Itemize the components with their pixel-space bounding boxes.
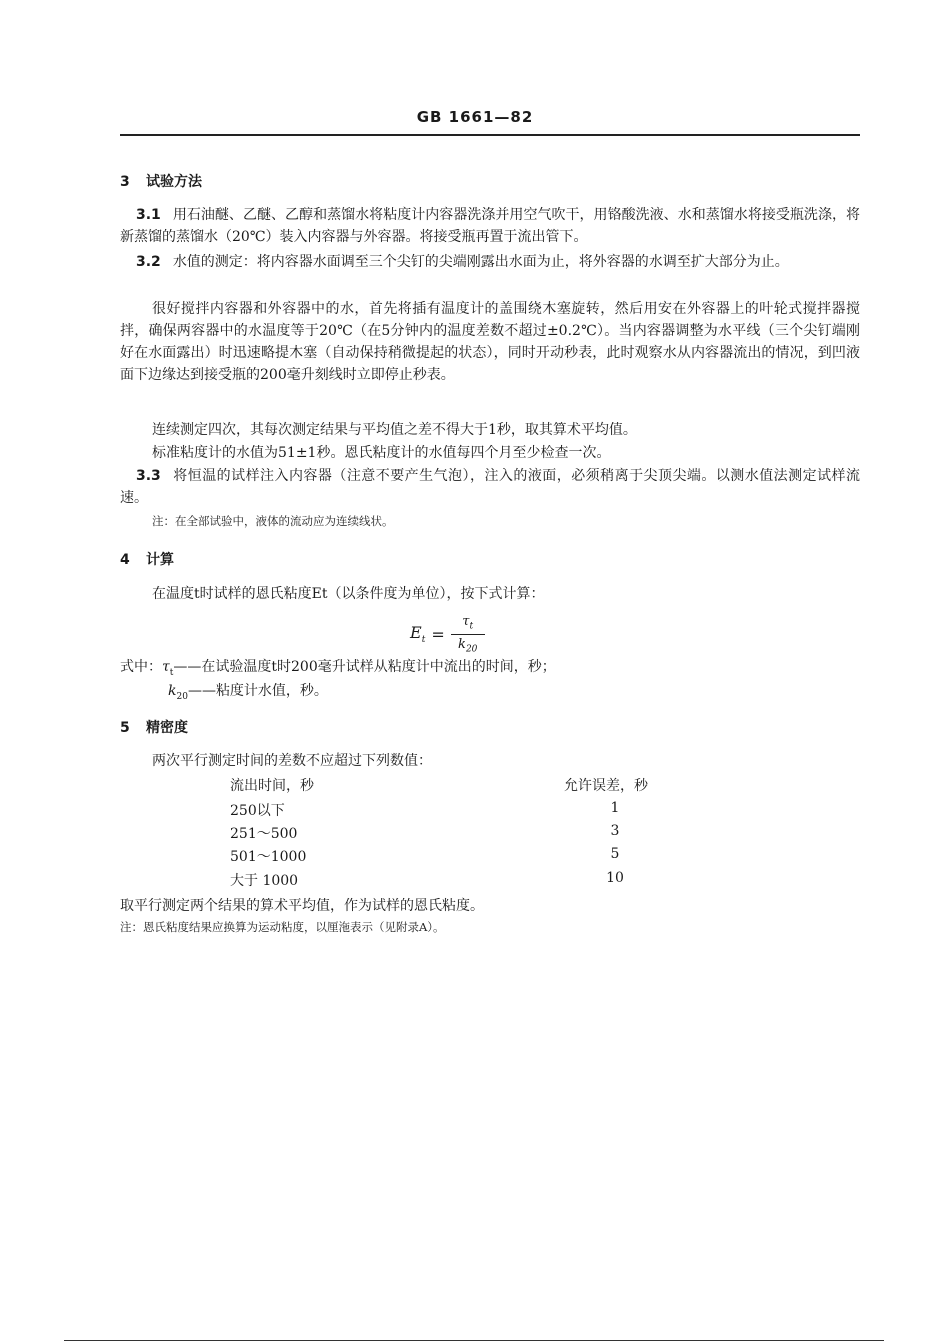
- fraction-bar: [451, 634, 485, 635]
- section-4-title: [120, 549, 174, 569]
- where-subscript: t: [169, 667, 174, 678]
- section-3-note: 注：在全部试验中，液体的流动应为连续线状。: [152, 514, 394, 528]
- precision-table-header: [230, 775, 670, 797]
- paragraph-3-2-standard: 标准粘度计的水值为51±1秒。恩氏粘度计的水值每四个月至少检查一次。: [152, 445, 611, 461]
- formula-numerator-symbol: τ: [462, 613, 470, 629]
- clause-text: 将恒温的试样注入内容器（注意不要产生气泡），注入的液面，必须稍离于尖顶尖端。以测水值法测定试样流速。: [120, 468, 860, 506]
- where-subscript: 20: [176, 691, 188, 702]
- table-cell-error: 1: [610, 800, 620, 816]
- table-row: [230, 846, 670, 868]
- column-header-time: 流出时间，秒: [230, 778, 314, 794]
- clause-number: 3.3: [136, 468, 161, 484]
- standard-code: GB 1661—82: [416, 108, 534, 126]
- formula-denominator: [458, 637, 477, 655]
- where-prefix: 式中：: [120, 659, 162, 675]
- paragraph-3-3: [120, 465, 860, 509]
- table-cell-time: 250以下: [230, 803, 285, 819]
- where-definition: ——在试验温度t时200毫升试样从粘度计中流出的时间，秒；: [173, 659, 556, 675]
- precision-outro: 取平行测定两个结果的算术平均值，作为试样的恩氏粘度。: [120, 898, 484, 914]
- table-row: [230, 823, 670, 845]
- formula-equals: =: [431, 624, 445, 644]
- table-cell-error: 5: [610, 846, 620, 862]
- table-cell-time: 大于 1000: [230, 873, 299, 889]
- formula-denominator-subscript: 20: [465, 644, 478, 655]
- calculation-intro: 在温度t时试样的恩氏粘度Et（以条件度为单位），按下式计算：: [152, 586, 545, 602]
- clause-text: 水值的测定：将内容器水面调至三个尖钉的尖端刚露出水面为止，将外容器的水调至扩大部分为止。: [172, 254, 789, 270]
- section-5-title: [120, 717, 188, 737]
- paragraph-3-2-repeat: 连续测定四次，其每次测定结果与平均值之差不得大于1秒，取其算术平均值。: [152, 422, 637, 438]
- formula-numerator-subscript: t: [469, 621, 474, 632]
- formula-numerator: [462, 614, 473, 632]
- table-row: [230, 800, 670, 822]
- table-cell-time: 501～1000: [230, 849, 307, 865]
- where-line-1: [120, 656, 556, 678]
- section-3-title: [120, 171, 202, 191]
- formula-lhs: [410, 623, 425, 645]
- where-line-2: [168, 680, 328, 702]
- formula-lhs-symbol: E: [410, 622, 422, 642]
- clause-number: 3.2: [136, 254, 161, 270]
- section-number: 3: [120, 174, 130, 190]
- header-rule: [120, 134, 860, 136]
- section-title-text: 计算: [146, 552, 174, 568]
- paragraph-3-1: [120, 204, 860, 248]
- paragraph-3-2: [120, 251, 860, 273]
- table-cell-error: 10: [606, 870, 624, 886]
- precision-intro: 两次平行测定时间的差数不应超过下列数值：: [152, 753, 432, 769]
- section-number: 5: [120, 720, 130, 736]
- where-symbol: k: [168, 683, 177, 699]
- paragraph-3-2-procedure: 很好搅拌内容器和外容器中的水，首先将插有温度计的盖围绕木塞旋转，然后用安在外容器上的叶轮式搅拌器搅拌，确保两容器中的水温度等于20℃（在5分钟内的温度差数不超过±0.2℃）。当内容器调整为水平线（三个尖钉端刚好在水面露出）时迅速略提木塞（自动保持稍微提起的状态），同时开动秒表，此时观察水从内容器流出的情况，到凹液面下边缘达到接受瓶的200毫升刻线时立即停止秒表。: [120, 301, 860, 383]
- formula-fraction: [451, 614, 485, 654]
- section-title-text: 精密度: [146, 720, 188, 736]
- table-row: [230, 870, 670, 892]
- column-header-error: 允许误差，秒: [564, 778, 648, 794]
- page-bottom-edge: [64, 1340, 884, 1341]
- section-title-text: 试验方法: [146, 174, 202, 190]
- formula-lhs-subscript: t: [421, 635, 426, 646]
- table-cell-time: 251～500: [230, 826, 298, 842]
- where-symbol: τ: [162, 659, 170, 675]
- table-cell-error: 3: [610, 823, 620, 839]
- formula-denominator-symbol: k: [458, 636, 466, 652]
- clause-text: 用石油醚、乙醚、乙醇和蒸馏水将粘度计内容器洗涤并用空气吹干，用铬酸洗液、水和蒸馏水将接受瓶洗涤，将新蒸馏的蒸馏水（20℃）装入内容器与外容器。将接受瓶再置于流出管下。: [120, 207, 860, 245]
- where-definition: ——粘度计水值，秒。: [187, 683, 328, 699]
- section-5-note: 注：恩氏粘度结果应换算为运动粘度，以厘沲表示（见附录A）。: [120, 920, 445, 934]
- clause-number: 3.1: [136, 207, 161, 223]
- section-number: 4: [120, 552, 130, 568]
- engler-viscosity-formula: [410, 612, 485, 656]
